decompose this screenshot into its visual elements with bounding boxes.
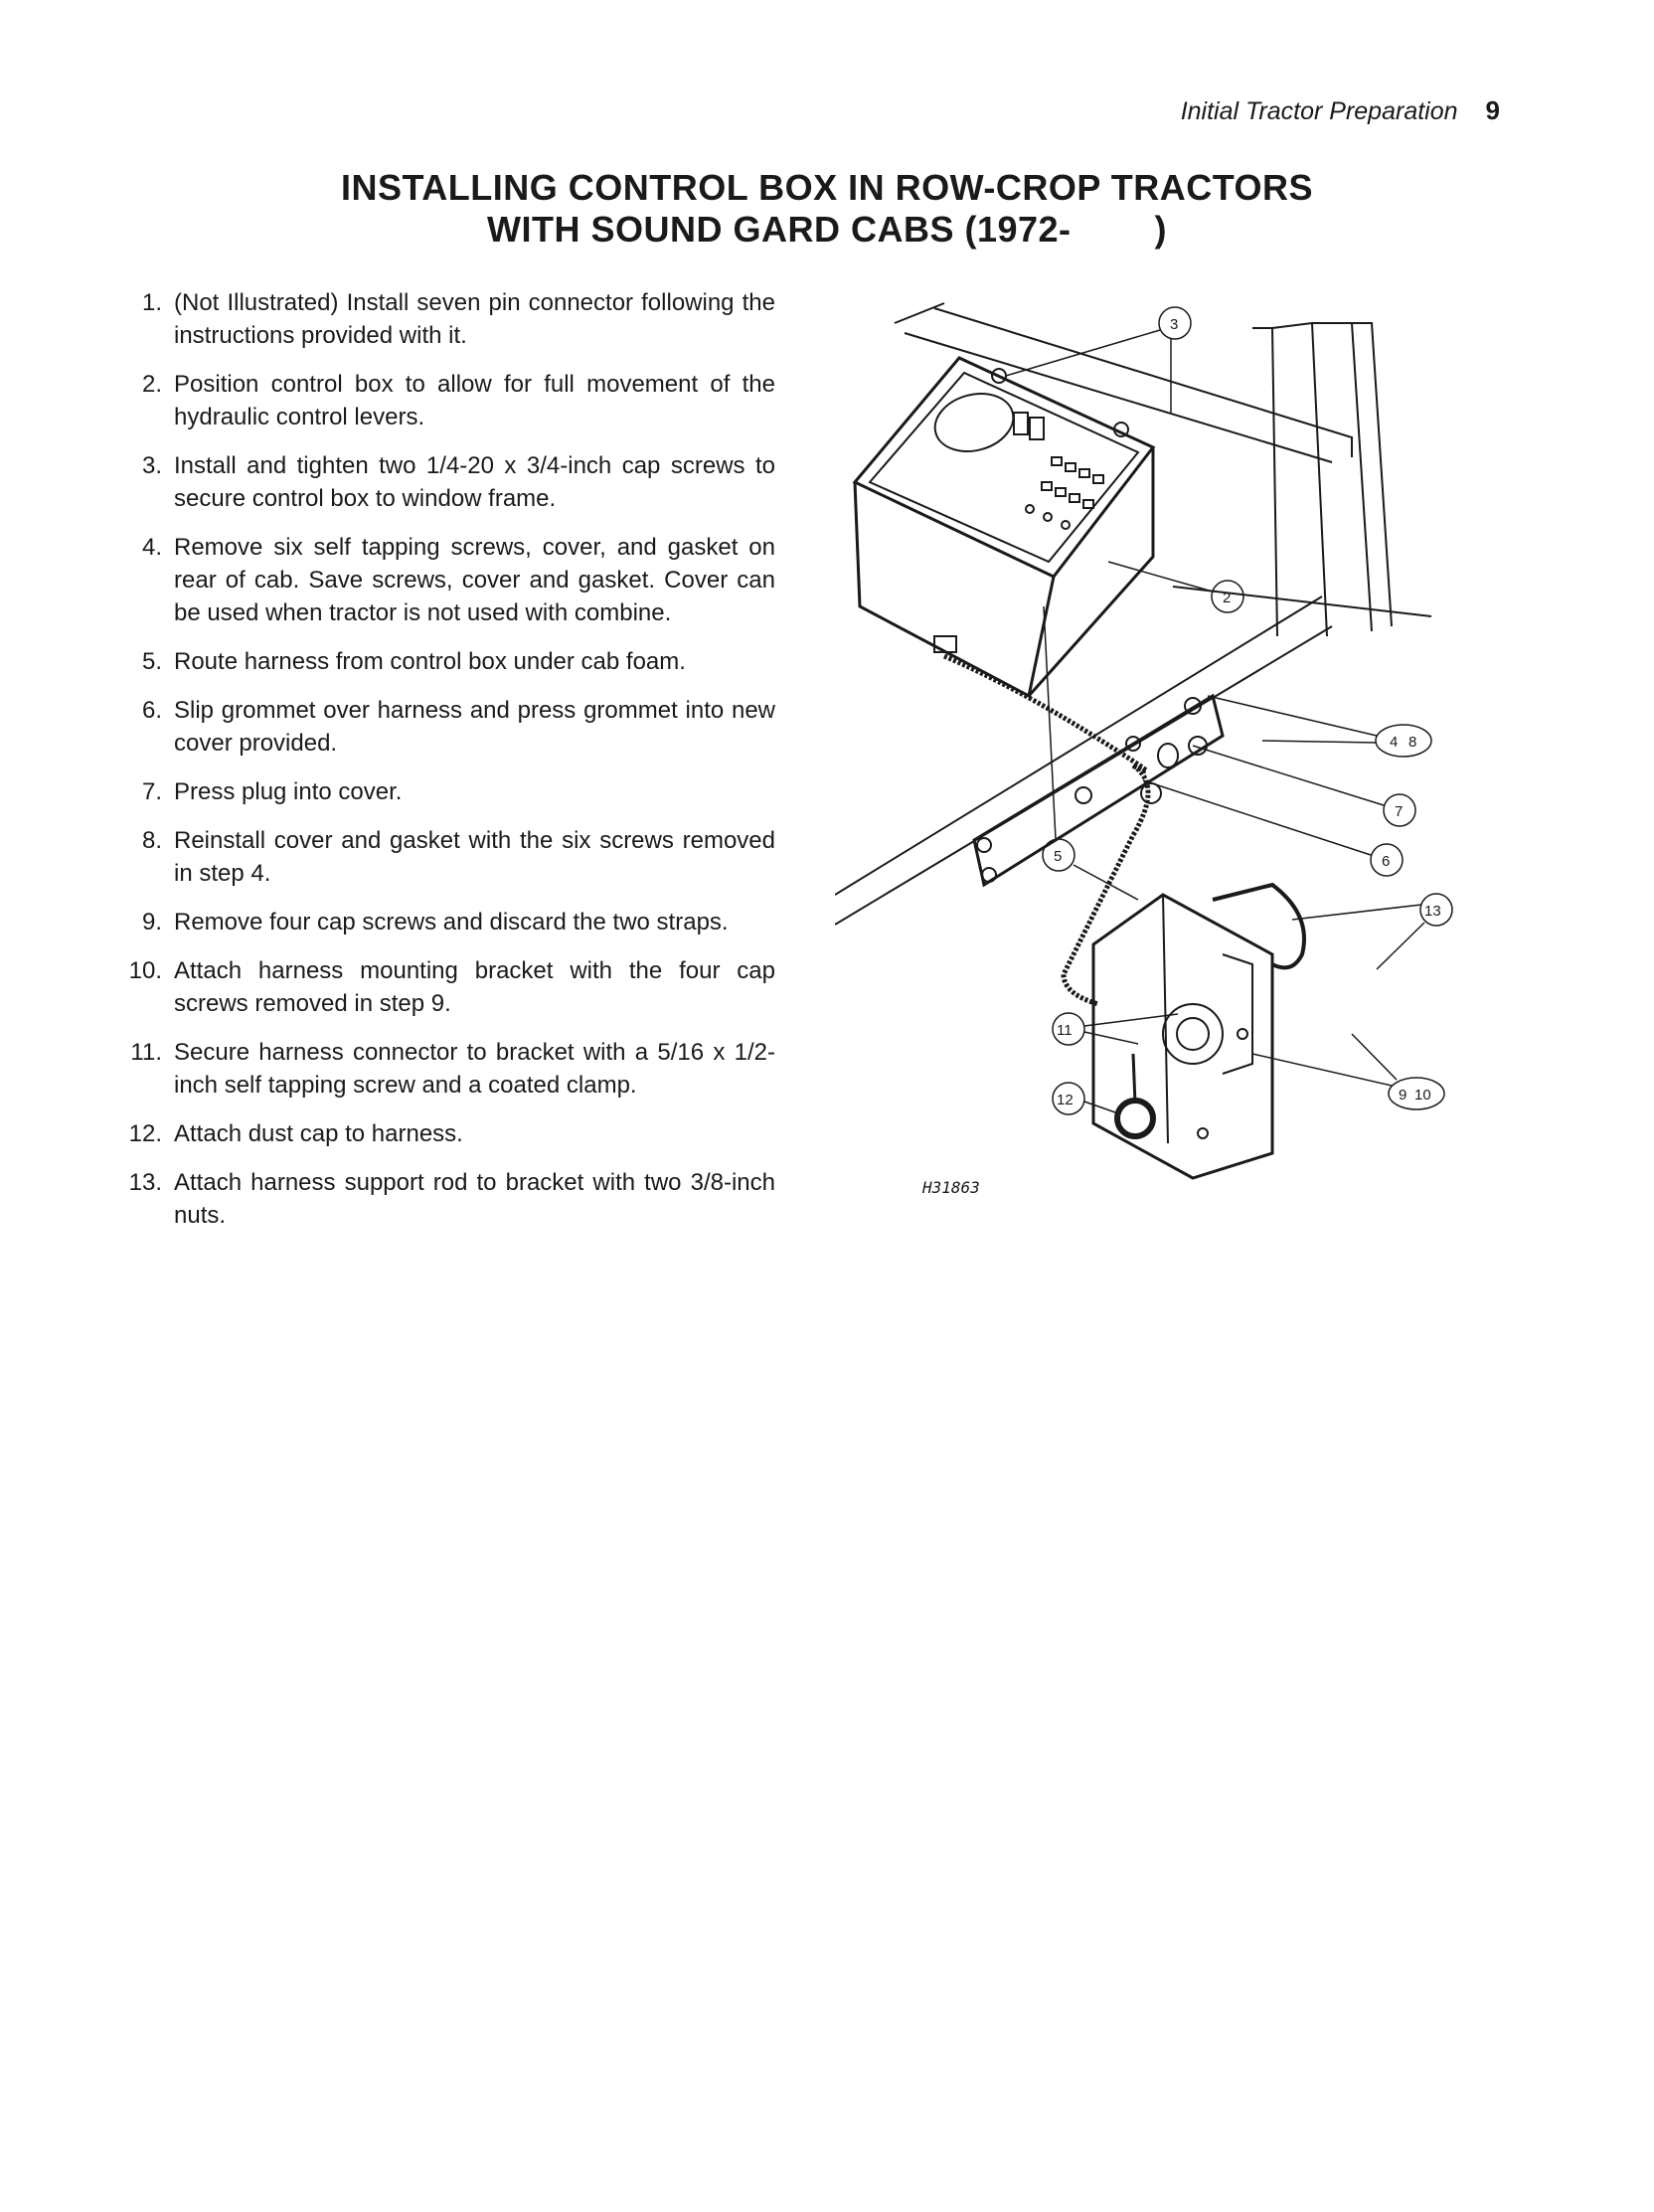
svg-text:5: 5 xyxy=(1054,848,1063,865)
step-item xyxy=(114,1166,775,1232)
page-title-line-1: INSTALLING CONTROL BOX IN ROW-CROP TRACTORS xyxy=(340,167,1314,208)
step-number: 12. xyxy=(128,1120,162,1147)
step-text: Attach dust cap to harness. xyxy=(174,1120,463,1147)
step-number: 2. xyxy=(141,371,162,398)
step-item xyxy=(114,531,775,629)
mounting-bracket xyxy=(1093,885,1304,1178)
callout-6 xyxy=(1143,780,1403,876)
step-item xyxy=(114,906,775,938)
step-text: Install and tighten two 1/4-20 x 3/4-inch cap screws to secure control box to window frame. xyxy=(174,452,775,512)
svg-text:8: 8 xyxy=(1408,734,1417,751)
step-item xyxy=(114,368,775,433)
step-text: Slip grommet over harness and press grommet into new cover provided. xyxy=(174,697,775,757)
step-text: Reinstall cover and gasket with the six screws removed in step 4. xyxy=(174,827,775,887)
step-text: Attach harness mounting bracket with the four cap screws removed in step 9. xyxy=(174,957,775,1017)
figure-id: H31863 xyxy=(922,1178,980,1197)
step-number: 13. xyxy=(128,1169,162,1196)
callout-7 xyxy=(1193,746,1415,826)
step-item xyxy=(114,775,775,808)
step-item xyxy=(114,824,775,890)
section-title: Initial Tractor Preparation xyxy=(1180,97,1458,125)
step-number: 5. xyxy=(141,648,162,675)
callout-4-8 xyxy=(1208,696,1431,757)
step-item xyxy=(114,1117,775,1150)
step-number: 6. xyxy=(141,697,162,724)
instruction-steps xyxy=(114,286,775,1248)
callout-12 xyxy=(1053,1083,1118,1114)
step-number: 7. xyxy=(141,778,162,805)
svg-text:10: 10 xyxy=(1414,1087,1431,1104)
svg-text:13: 13 xyxy=(1424,903,1441,920)
step-number: 9. xyxy=(141,909,162,936)
step-text: Remove six self tapping screws, cover, and gasket on rear of cab. Save screws, cover and gasket. Cover can be used when tractor is not used with combine. xyxy=(174,534,775,626)
rear-cover xyxy=(974,696,1223,885)
diagram-drawing xyxy=(835,278,1471,1213)
page-title xyxy=(0,167,1654,251)
step-text: Secure harness connector to bracket with a 5/16 x 1/2-inch self tapping screw and a coated clamp. xyxy=(174,1039,775,1099)
step-number: 8. xyxy=(141,827,162,854)
callout-11 xyxy=(1053,1013,1178,1045)
page-title-line-2: WITH SOUND GARD CABS (1972- ) xyxy=(486,209,1168,250)
step-text: Position control box to allow for full movement of the hydraulic control levers. xyxy=(174,371,775,430)
step-item xyxy=(114,954,775,1020)
svg-text:2: 2 xyxy=(1223,590,1232,606)
step-number: 1. xyxy=(141,289,162,316)
svg-text:4: 4 xyxy=(1390,734,1399,751)
step-text: Press plug into cover. xyxy=(174,778,403,805)
step-item xyxy=(114,286,775,352)
control-box xyxy=(855,358,1153,696)
callout-9-10 xyxy=(1252,1034,1444,1109)
step-number: 3. xyxy=(141,452,162,479)
page-header xyxy=(1181,95,1500,126)
svg-text:11: 11 xyxy=(1057,1022,1073,1039)
callout-13 xyxy=(1292,894,1452,969)
step-number: 11. xyxy=(130,1039,162,1066)
svg-text:9: 9 xyxy=(1399,1087,1407,1104)
step-item xyxy=(114,694,775,760)
svg-text:12: 12 xyxy=(1057,1092,1074,1108)
step-number: 4. xyxy=(141,534,162,561)
step-text: Route harness from control box under cab foam. xyxy=(174,648,686,675)
svg-text:7: 7 xyxy=(1395,803,1404,820)
step-text: Attach harness support rod to bracket with two 3/8-inch nuts. xyxy=(174,1169,775,1229)
step-text: (Not Illustrated) Install seven pin connector following the instructions provided with it. xyxy=(174,289,775,349)
page-number: 9 xyxy=(1485,95,1500,125)
installation-diagram xyxy=(835,278,1471,1213)
svg-text:3: 3 xyxy=(1170,316,1179,333)
step-item xyxy=(114,449,775,515)
svg-text:6: 6 xyxy=(1382,853,1391,870)
control-box-buttons xyxy=(1026,457,1103,529)
harness-cable xyxy=(944,656,1148,1004)
step-number: 10. xyxy=(128,957,162,984)
step-text: Remove four cap screws and discard the two straps. xyxy=(174,909,729,936)
step-item xyxy=(114,645,775,678)
step-item xyxy=(114,1036,775,1102)
